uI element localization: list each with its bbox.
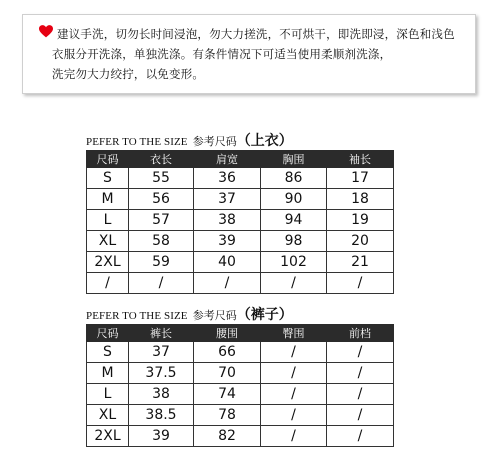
table-cell: 102: [261, 252, 327, 273]
table-cell: L: [87, 210, 129, 231]
table-cell: /: [327, 426, 394, 447]
table-cell: 86: [261, 168, 327, 189]
pants-title-tag: （裤子）: [236, 307, 293, 323]
table-cell: 37.5: [129, 363, 194, 384]
table-cell: 90: [261, 189, 327, 210]
table-row: [87, 363, 394, 384]
table-cell: /: [261, 426, 327, 447]
table-cell: 98: [261, 231, 327, 252]
table-cell: 18: [327, 189, 394, 210]
table-cell: 17: [327, 168, 394, 189]
table-cell: 55: [129, 168, 194, 189]
top-title-cn: 参考尺码: [192, 135, 237, 148]
pants-title-cn: 参考尺码: [192, 309, 237, 322]
table-cell: 38: [194, 210, 261, 231]
column-header: 胸围: [261, 151, 327, 168]
table-header-row: [87, 325, 394, 342]
table-cell: M: [87, 363, 129, 384]
table-header-row: [87, 151, 394, 168]
table-cell: 57: [129, 210, 194, 231]
table-row: [87, 189, 394, 210]
pants-size-title: [86, 304, 293, 324]
table-cell: 21: [327, 252, 394, 273]
table-cell: XL: [87, 231, 129, 252]
column-header: 衣长: [129, 151, 194, 168]
column-header: 前档: [327, 325, 394, 342]
table-cell: S: [87, 168, 129, 189]
care-line-2: 衣服分开洗涤，单独洗涤。有条件情况下可适当使用柔顺剂洗涤，: [52, 47, 392, 61]
table-row: [87, 405, 394, 426]
table-cell: 70: [194, 363, 261, 384]
table-cell: /: [327, 363, 394, 384]
table-cell: 56: [129, 189, 194, 210]
table-cell: /: [327, 384, 394, 405]
top-title-tag: （上衣）: [236, 133, 293, 149]
table-cell: 94: [261, 210, 327, 231]
table-row: [87, 231, 394, 252]
table-cell: 78: [194, 405, 261, 426]
column-header: 臀围: [261, 325, 327, 342]
table-cell: /: [261, 405, 327, 426]
heart-icon: [39, 25, 53, 38]
table-cell: S: [87, 342, 129, 363]
table-cell: 38: [129, 384, 194, 405]
table-cell: L: [87, 384, 129, 405]
table-cell: 66: [194, 342, 261, 363]
column-header: 裤长: [129, 325, 194, 342]
column-header: 肩宽: [194, 151, 261, 168]
table-row: [87, 252, 394, 273]
top-title-en: PEFER TO THE SIZE: [86, 136, 188, 148]
top-size-table: [86, 150, 394, 294]
pants-title-en: PEFER TO THE SIZE: [86, 310, 188, 322]
table-cell: 59: [129, 252, 194, 273]
table-cell: 58: [129, 231, 194, 252]
table-row: [87, 168, 394, 189]
table-cell: 82: [194, 426, 261, 447]
table-cell: 20: [327, 231, 394, 252]
care-text: [52, 24, 469, 84]
table-cell: /: [261, 273, 327, 294]
table-cell: /: [194, 273, 261, 294]
table-row: [87, 426, 394, 447]
table-cell: 36: [194, 168, 261, 189]
table-cell: 2XL: [87, 426, 129, 447]
table-cell: 40: [194, 252, 261, 273]
column-header: 袖长: [327, 151, 394, 168]
table-cell: /: [261, 384, 327, 405]
table-row: [87, 273, 394, 294]
table-cell: XL: [87, 405, 129, 426]
top-size-title: [86, 130, 293, 150]
pants-size-table: [86, 324, 394, 447]
column-header: 尺码: [87, 151, 129, 168]
table-cell: 38.5: [129, 405, 194, 426]
care-line-1: 建议手洗，切勿长时间浸泡，勿大力搓洗，不可烘干，即洗即浸，深色和浅色: [57, 27, 455, 41]
table-cell: 37: [194, 189, 261, 210]
care-instructions-box: [22, 14, 476, 94]
table-cell: 19: [327, 210, 394, 231]
table-cell: /: [261, 363, 327, 384]
table-cell: /: [261, 342, 327, 363]
table-cell: /: [87, 273, 129, 294]
care-line-3: 洗完勿大力绞拧，以免变形。: [52, 67, 205, 81]
table-cell: 39: [129, 426, 194, 447]
table-cell: M: [87, 189, 129, 210]
table-cell: 39: [194, 231, 261, 252]
table-row: [87, 342, 394, 363]
table-cell: /: [327, 273, 394, 294]
table-cell: 2XL: [87, 252, 129, 273]
table-cell: /: [129, 273, 194, 294]
table-cell: /: [327, 405, 394, 426]
table-row: [87, 210, 394, 231]
table-cell: 74: [194, 384, 261, 405]
table-row: [87, 384, 394, 405]
table-cell: /: [327, 342, 394, 363]
table-cell: 37: [129, 342, 194, 363]
column-header: 腰围: [194, 325, 261, 342]
column-header: 尺码: [87, 325, 129, 342]
